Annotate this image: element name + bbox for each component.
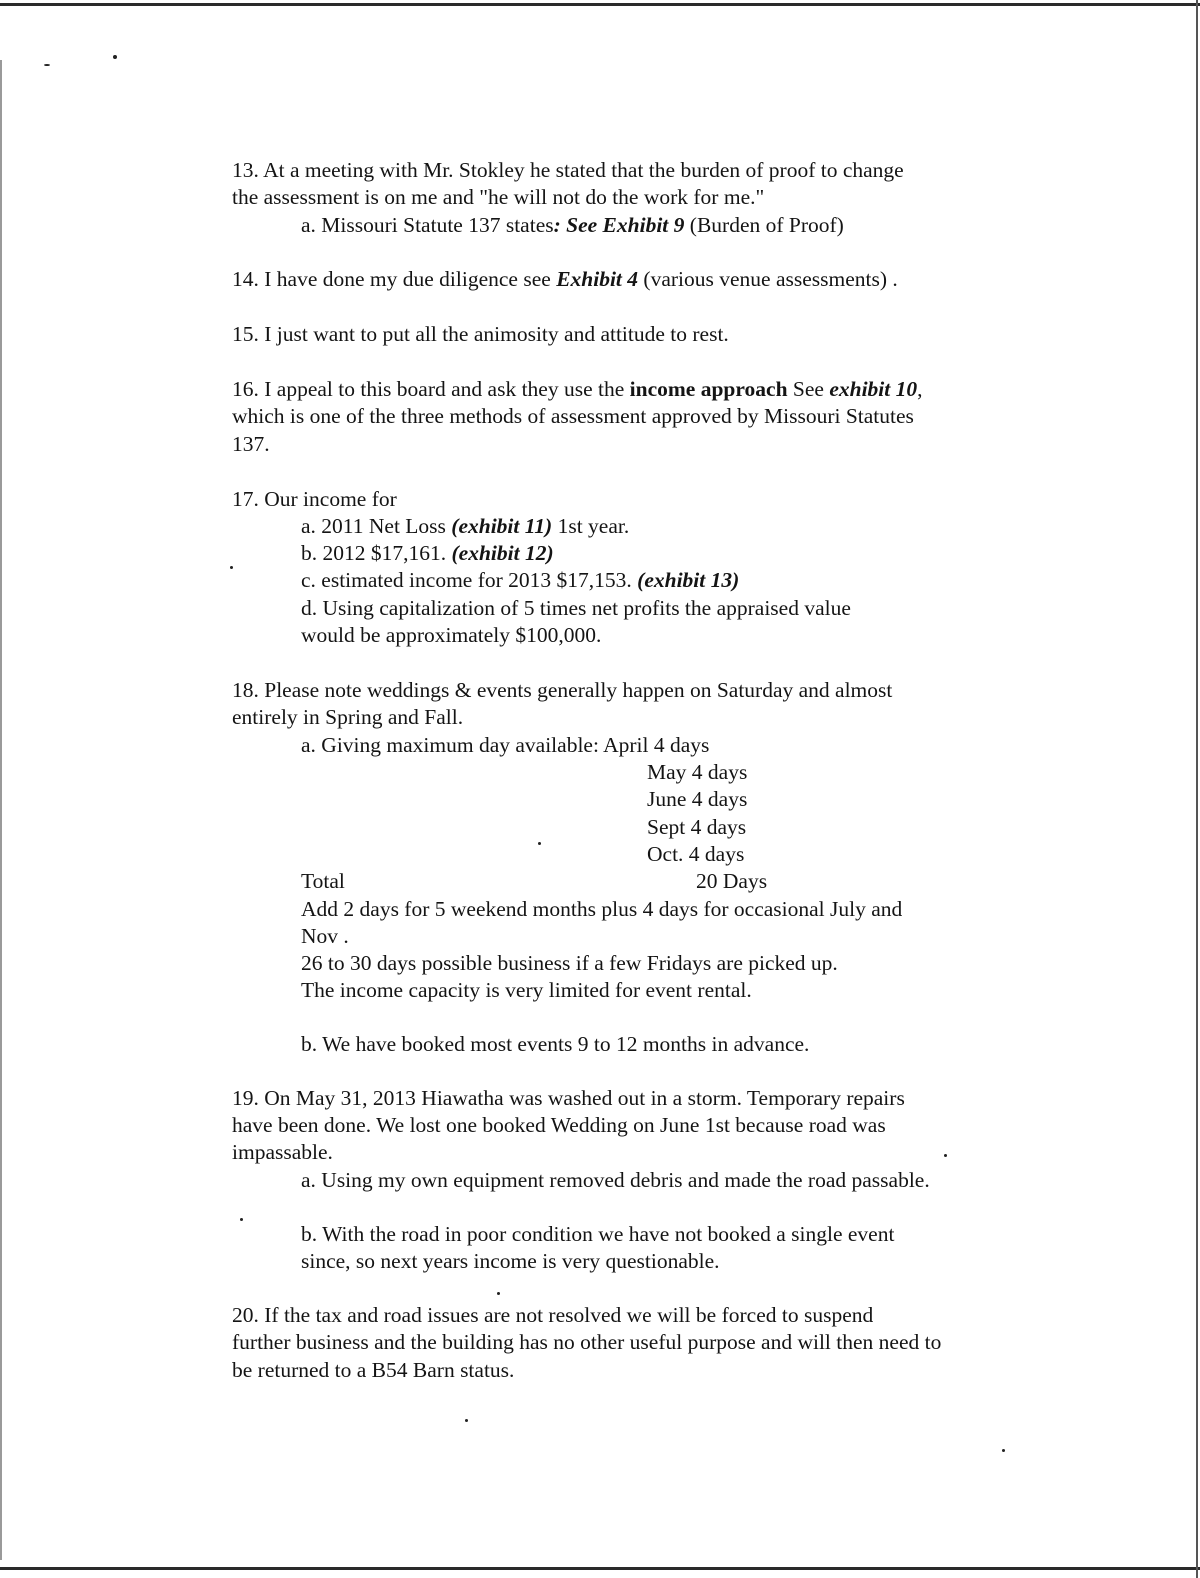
scan-speck (44, 64, 50, 66)
item-20-line-3: be returned to a B54 Barn status. (232, 1358, 515, 1382)
days-total-value: 20 Days (696, 869, 768, 893)
item-20-line-1: 20. If the tax and road issues are not resolved we will be forced to suspend (232, 1303, 874, 1327)
exhibit-13-reference: (exhibit 13) (637, 568, 740, 592)
scan-left-edge (0, 60, 2, 1560)
item-14 (232, 266, 898, 293)
item-18-sub-b: b. We have booked most events 9 to 12 months in advance. (301, 1032, 810, 1056)
item-17-line-1: 17. Our income for (232, 487, 397, 511)
item-18-capacity: The income capacity is very limited for event rental. (301, 978, 752, 1002)
scan-right-edge (1196, 0, 1198, 1578)
exhibit-9-reference: : See Exhibit 9 (553, 213, 685, 237)
item-15: 15. I just want to put all the animosity and attitude to rest. (232, 322, 729, 346)
item-16-text: 16. I appeal to this board and ask they use the (232, 377, 630, 401)
item-17-sub-c-text: c. estimated income for 2013 $17,153. (301, 568, 638, 592)
days-may: May 4 days (647, 760, 748, 784)
scan-top-edge (0, 3, 1200, 6)
scan-speck (240, 1218, 243, 1221)
item-19-line-3: impassable. (232, 1140, 333, 1164)
days-total-label: Total (301, 869, 345, 893)
scan-speck (538, 842, 541, 845)
item-16-comma: , (917, 377, 923, 401)
item-13-sub-a (301, 212, 844, 239)
scan-speck (230, 566, 233, 569)
item-18-add-line-1: Add 2 days for 5 weekend months plus 4 days for occasional July and (301, 897, 903, 921)
scan-speck (944, 1154, 947, 1157)
item-16-line-1 (232, 376, 923, 403)
item-13-sub-a-text: a. Missouri Statute 137 states (301, 213, 554, 237)
item-19-line-1: 19. On May 31, 2013 Hiawatha was washed out in a storm. Temporary repairs (232, 1086, 905, 1110)
item-18-line-1: 18. Please note weddings & events generally happen on Saturday and almost (232, 678, 893, 702)
item-18-sub-a: a. Giving maximum day available: April 4 days (301, 733, 710, 757)
item-19-sub-a: a. Using my own equipment removed debris and made the road passable. (301, 1168, 930, 1192)
item-17-sub-d-line-1: d. Using capitalization of 5 times net profits the appraised value (301, 596, 851, 620)
scan-bottom-edge (0, 1567, 1200, 1570)
item-16-line-2: which is one of the three methods of assessment approved by Missouri Statutes (232, 404, 914, 428)
scan-speck (465, 1419, 468, 1422)
scan-speck (1002, 1449, 1005, 1452)
exhibit-11-reference: (exhibit 11) (451, 514, 553, 538)
item-17-sub-a-note: 1st year. (552, 514, 630, 538)
item-19-sub-b-line-1: b. With the road in poor condition we have not booked a single event (301, 1222, 895, 1246)
item-17-sub-c (301, 567, 739, 594)
item-16-line-3: 137. (232, 432, 270, 456)
item-18-possible-days: 26 to 30 days possible business if a few Fridays are picked up. (301, 951, 838, 975)
item-17-sub-a-text: a. 2011 Net Loss (301, 514, 452, 538)
days-june: June 4 days (647, 787, 748, 811)
item-17-sub-d-line-2: would be approximately $100,000. (301, 623, 602, 647)
item-16-see: See (787, 377, 830, 401)
exhibit-12-reference: (exhibit 12) (451, 541, 554, 565)
item-13-line-2: the assessment is on me and "he will not do the work for me." (232, 185, 765, 209)
item-19-sub-b-line-2: since, so next years income is very questionable. (301, 1249, 720, 1273)
item-17-sub-b-text: b. 2012 $17,161. (301, 541, 452, 565)
scan-speck (497, 1292, 500, 1295)
scan-speck (113, 55, 117, 59)
days-sept: Sept 4 days (647, 815, 747, 839)
item-14-text: 14. I have done my due diligence see (232, 267, 557, 291)
exhibit-10-reference: exhibit 10 (829, 377, 918, 401)
exhibit-4-reference: Exhibit 4 (556, 267, 639, 291)
item-19-line-2: have been done. We lost one booked Wedding on June 1st because road was (232, 1113, 886, 1137)
item-17-sub-a (301, 513, 629, 540)
income-approach-term: income approach (629, 377, 788, 401)
item-13-line-1: 13. At a meeting with Mr. Stokley he stated that the burden of proof to change (232, 158, 904, 182)
item-18-line-2: entirely in Spring and Fall. (232, 705, 464, 729)
item-13-sub-a-note: (Burden of Proof) (684, 213, 844, 237)
item-17-sub-b (301, 540, 554, 567)
item-14-note: (various venue assessments) . (638, 267, 898, 291)
days-oct: Oct. 4 days (647, 842, 745, 866)
item-20-line-2: further business and the building has no other useful purpose and will then need to (232, 1330, 942, 1354)
item-18-add-line-2: Nov . (301, 924, 349, 948)
